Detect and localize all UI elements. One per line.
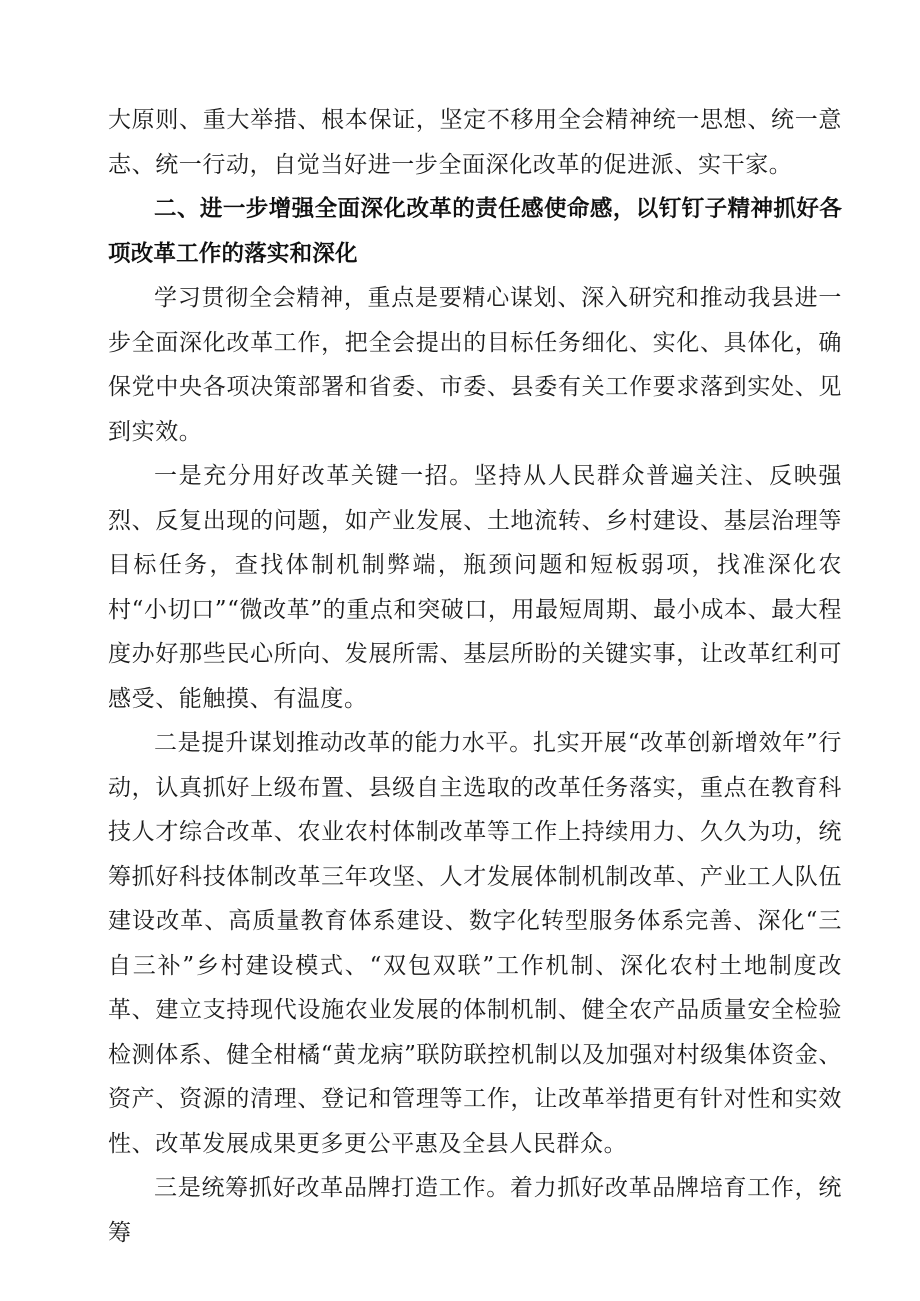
paragraph-point-three: 三是统筹抓好改革品牌打造工作。着力抓好改革品牌培育工作，统筹 xyxy=(108,1175,842,1246)
section-heading: 二、进一步增强全面深化改革的责任感使命感，以钉钉子精神抓好各项改革工作的落实和深化 xyxy=(108,196,842,267)
paragraph-continuation: 大原则、重大举措、根本保证，坚定不移用全会精神统一思想、统一意志、统一行动，自觉当好进一步全面深化改革的促进派、实干家。 xyxy=(108,107,842,178)
paragraph-point-one: 一是充分用好改革关键一招。坚持从人民群众普遍关注、反映强烈、反复出现的问题，如产业发展、土地流转、乡村建设、基层治理等目标任务，查找体制机制弊端，瓶颈问题和短板弱项，找准深化农村“小切口”“微改革”的重点和突破口，用最短周期、最小成本、最大程度办好那些民心所向、发展所需、基层所盼的关键实事，让改革红利可感受、能触摸、有温度。 xyxy=(108,463,842,712)
paragraph-intro: 学习贯彻全会精神，重点是要精心谋划、深入研究和推动我县进一步全面深化改革工作，把全会提出的目标任务细化、实化、具体化，确保党中央各项决策部署和省委、市委、县委有关工作要求落到实处、见到实效。 xyxy=(108,285,842,445)
paragraph-point-two: 二是提升谋划推动改革的能力水平。扎实开展“改革创新增效年”行动，认真抓好上级布置、县级自主选取的改革任务落实，重点在教育科技人才综合改革、农业农村体制改革等工作上持续用力、久久为功，统筹抓好科技体制改革三年攻坚、人才发展体制机制改革、产业工人队伍建设改革、高质量教育体系建设、数字化转型服务体系完善、深化“三自三补”乡村建设模式、“双包双联”工作机制、深化农村土地制度改革、建立支持现代设施农业发展的体制机制、健全农产品质量安全检验检测体系、健全柑橘“黄龙病”联防联控机制以及加强对村级集体资金、资产、资源的清理、登记和管理等工作，让改革举措更有针对性和实效性、改革发展成果更多更公平惠及全县人民群众。 xyxy=(108,730,842,1157)
document-body xyxy=(108,98,842,1255)
